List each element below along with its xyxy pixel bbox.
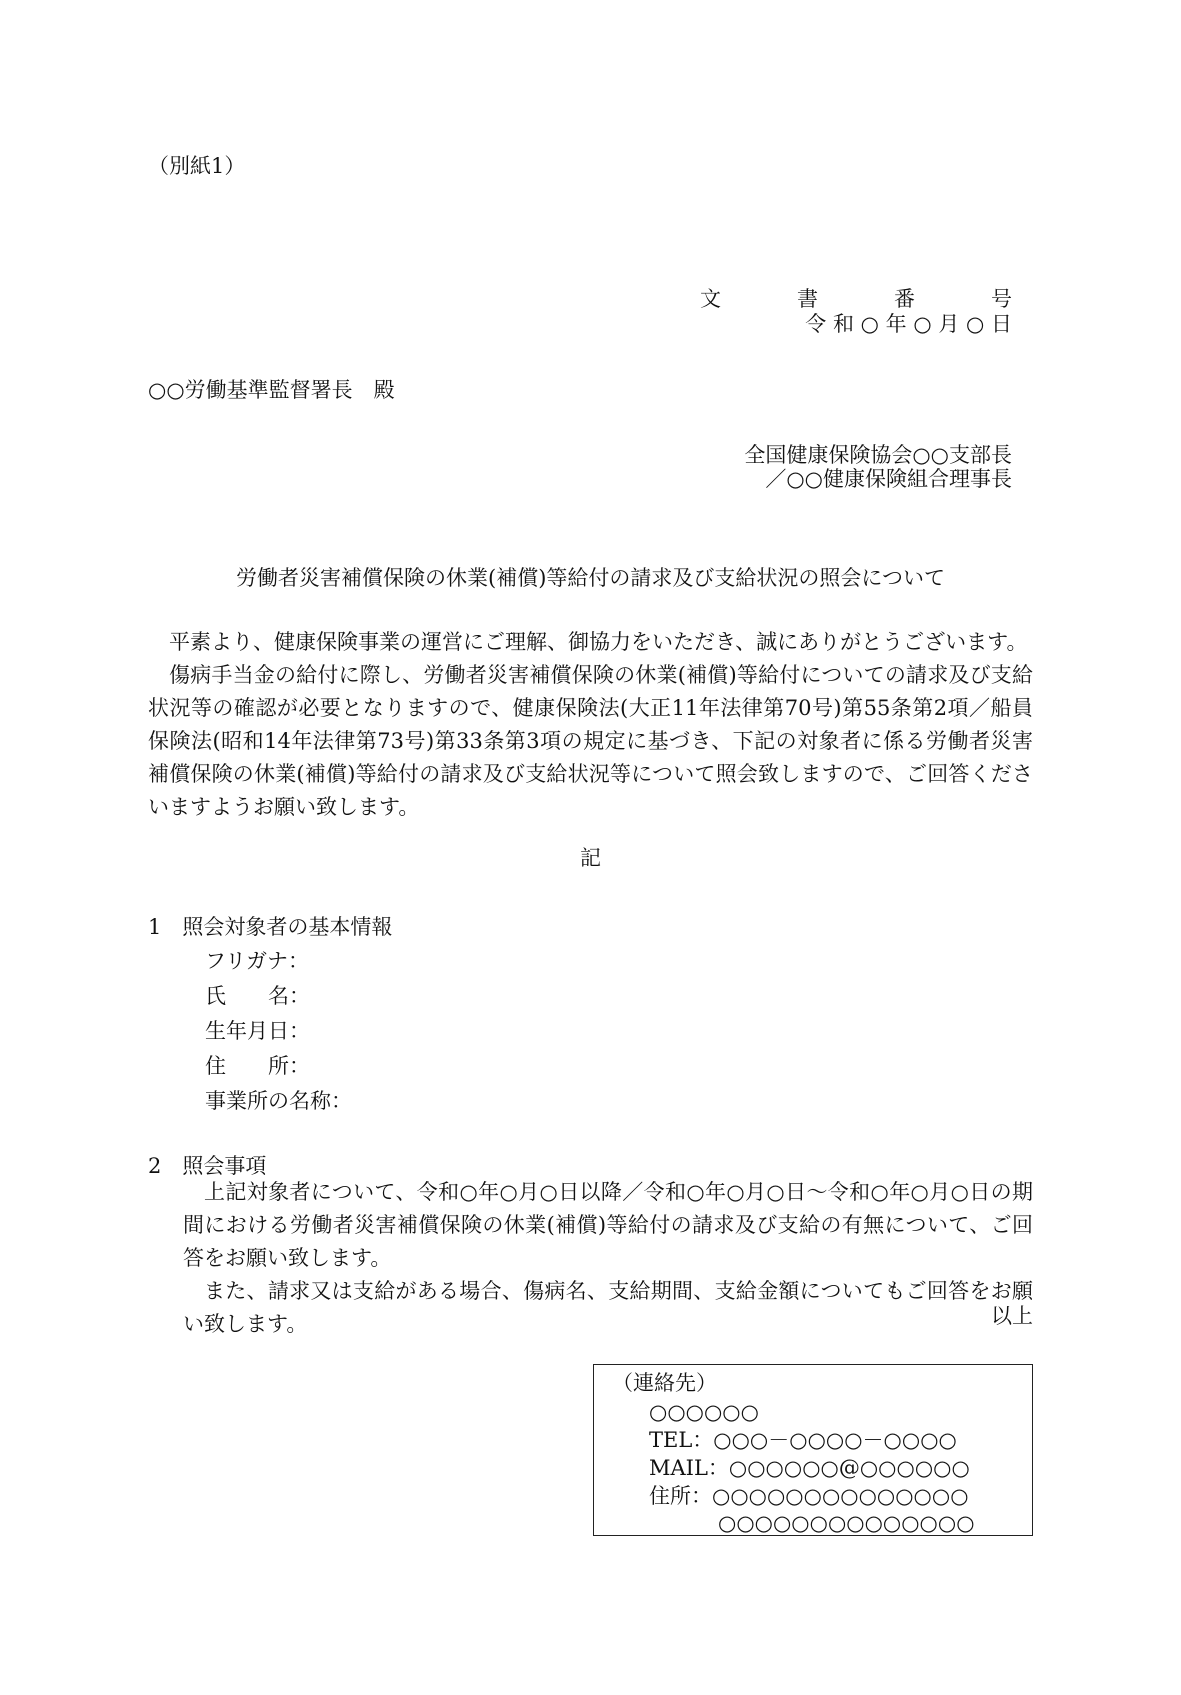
section-2-paragraph-2: また、請求又は支給がある場合、傷病名、支給期間、支給金額についてもご回答をお願い致します。 bbox=[183, 1279, 1033, 1336]
field-label-furigana: フリガナ： bbox=[205, 949, 309, 973]
section-2-paragraph-1: 上記対象者について、令和○年○月○日以降／令和○年○月○日～令和○年○月○日の期間における労働者災害補償保険の休業(補償)等給付の請求及び支給の有無について、ご回答をお願い致します。 bbox=[183, 1180, 1033, 1270]
intro-paragraph-1: 平素より、健康保険事業の運営にご理解、御協力をいただき、誠にありがとうございます。 bbox=[169, 630, 1028, 654]
attachment-label: （別紙1） bbox=[148, 154, 246, 178]
intro-paragraph-2: 傷病手当金の給付に際し、労働者災害補償保険の休業(補償)等給付についての請求及び支給状況等の確認が必要となりますので、健康保険法(大正11年法律第70号)第55条第2項／船員保険法(昭和14年法律第73号)第33条第3項の規定に基づき、下記の対象者に係る労働者災害補償保険の休業(補償)等給付の請求及び支給状況等について照会致しますので、ご回答くださいますようお願い致します。 bbox=[148, 663, 1033, 819]
contact-heading: （連絡先） bbox=[612, 1371, 717, 1395]
section-2-heading: 2 照会事項 bbox=[148, 1154, 267, 1178]
field-label-address: 住 所： bbox=[205, 1054, 310, 1078]
contact-tel: TEL：○○○－○○○○－○○○○ bbox=[649, 1428, 957, 1452]
field-label-name: 氏 名： bbox=[205, 984, 310, 1008]
contact-address-line-1: 住所：○○○○○○○○○○○○○○ bbox=[649, 1484, 969, 1508]
ki-heading: 記 bbox=[580, 846, 601, 870]
section-1-heading: 1 照会対象者の基本情報 bbox=[148, 915, 393, 939]
contact-name: ○○○○○○ bbox=[649, 1400, 759, 1424]
contact-mail: MAIL：○○○○○○@○○○○○○ bbox=[649, 1456, 970, 1480]
field-label-workplace-name: 事業所の名称： bbox=[205, 1089, 352, 1113]
closing-text: 以上 bbox=[991, 1304, 1033, 1328]
intro-body bbox=[148, 626, 1033, 824]
document-title: 労働者災害補償保険の休業(補償)等給付の請求及び支給状況の照会について bbox=[236, 566, 945, 590]
addressee: ○○労働基準監督署長 殿 bbox=[148, 378, 395, 402]
sender-line-1: 全国健康保険協会○○支部長 bbox=[744, 443, 1012, 467]
contact-box bbox=[593, 1364, 1033, 1536]
field-label-birthdate: 生年月日： bbox=[205, 1019, 310, 1043]
document-number: 文 書 番 号 bbox=[700, 287, 1012, 311]
document-date: 令 和 ○ 年 ○ 月 ○ 日 bbox=[805, 312, 1012, 336]
sender-line-2: ／○○健康保険組合理事長 bbox=[765, 467, 1012, 491]
contact-address-line-2: ○○○○○○○○○○○○○○ bbox=[718, 1511, 975, 1535]
section-1-item-list bbox=[205, 944, 352, 1119]
